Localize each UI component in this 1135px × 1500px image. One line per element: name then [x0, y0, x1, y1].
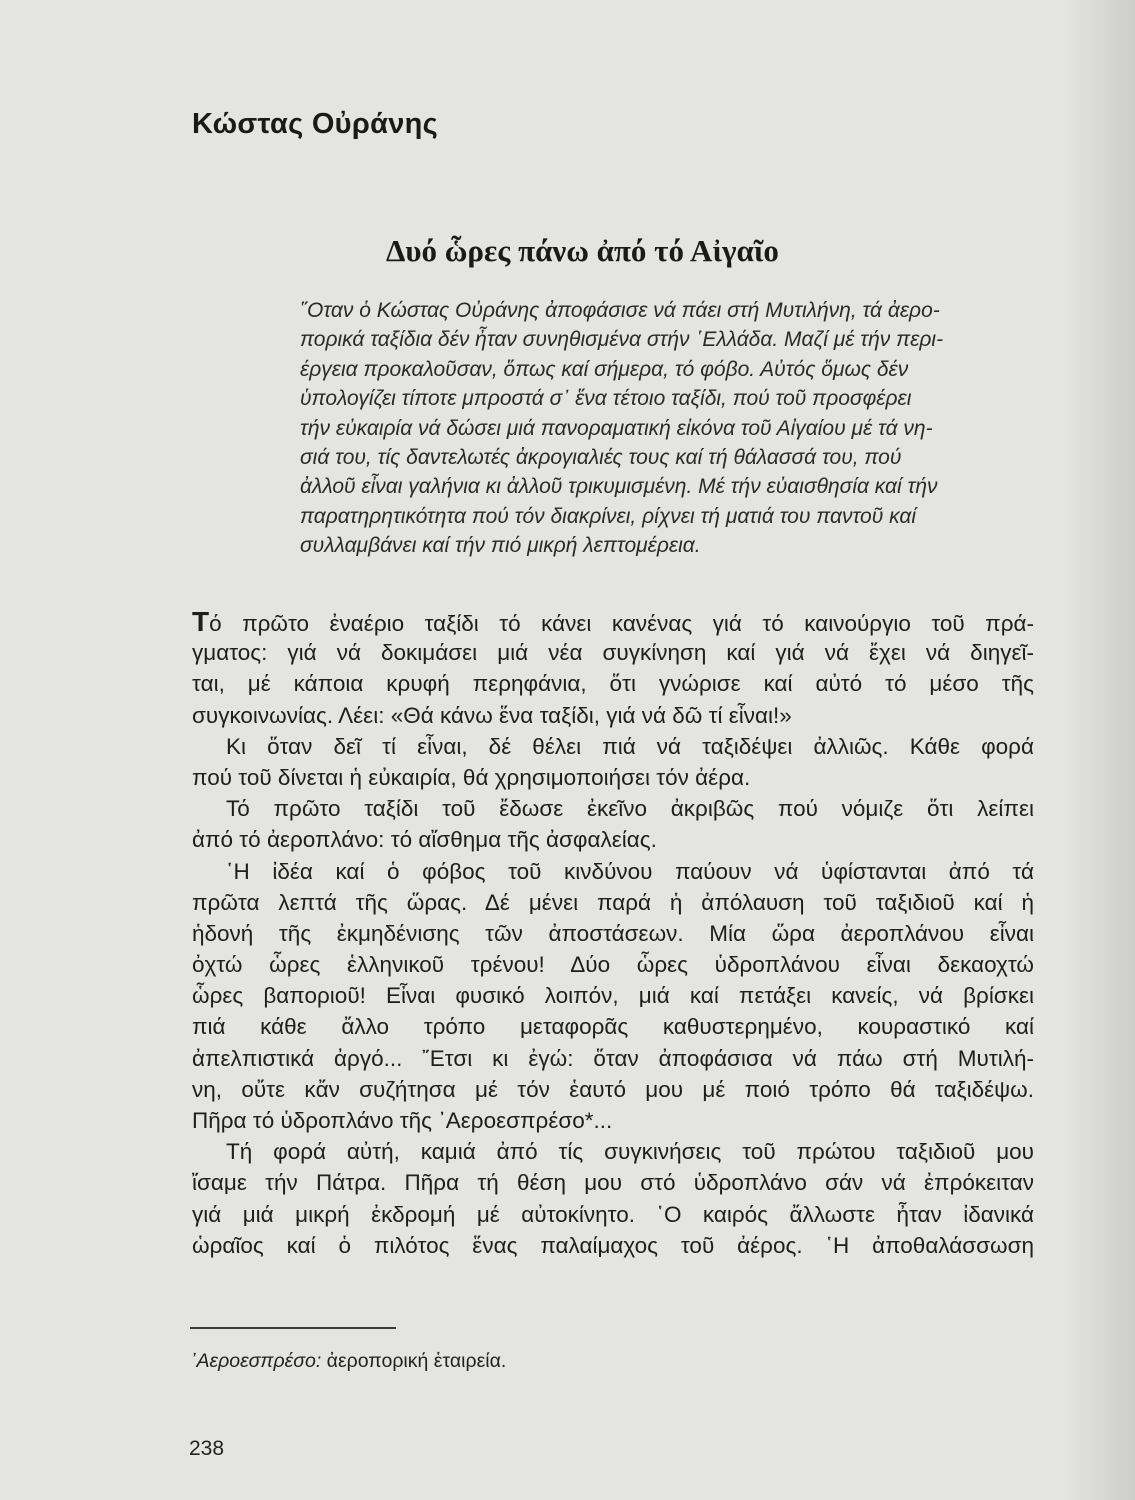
body-line: ἀπό τό ἀεροπλάνο: τό αἴσθημα τῆς ἀσφαλείας. [192, 827, 657, 853]
body-line: ται, μέ κάποια κρυφή περηφάνια, ὅτι γνώρισε καί αὐτό τό μέσο τῆς [192, 671, 1034, 697]
body-line: νη, οὔτε κἄν συζήτησα μέ τόν ἑαυτό μου μέ ποιό τρόπο θά ταξιδέψω. [192, 1076, 1034, 1102]
intro-line: σιά του, τίς δαντελωτές ἀκρογιαλιές τους καί τή θάλασσά του, πού [300, 445, 902, 469]
footnote-term: ᾿Αεροεσπρέσο: [190, 1350, 322, 1372]
author-name: Κώστας Οὐράνης [192, 108, 439, 140]
intro-line: ὑπολογίζει τίποτε μπροστά σ᾿ ἕνα τέτοιο ταξίδι, πού τοῦ προσφέρει [300, 387, 912, 411]
body-line: πρῶτα λεπτά τῆς ὥρας. Δέ μένει παρά ἡ ἀπόλαυση τοῦ ταξιδιοῦ καί ἡ [192, 889, 1034, 915]
page-edge-shadow [1065, 0, 1135, 1500]
body-line: συγκοινωνίας. Λέει: «Θά κάνω ἕνα ταξίδι, γιά νά δῶ τί εἶναι!» [192, 702, 792, 728]
body-line: ἀπελπιστικά ἀργό... ῎Ετσι κι ἐγώ: ὅταν ἀποφάσισα νά πάω στή Μυτιλή- [192, 1045, 1034, 1071]
intro-line: τήν εὐκαιρία νά δώσει μιά πανοραματική εἰκόνα τοῦ Αἰγαίου μέ τά νη- [300, 416, 933, 440]
body-line: Τή φορά αὐτή, καμιά ἀπό τίς συγκινήσεις τοῦ πρώτου ταξιδιοῦ μου [226, 1139, 1034, 1165]
intro-line: έργεια προκαλοῦσαν, ὅπως καί σήμερα, τό φόβο. Αὐτός ὅμως δέν [300, 357, 909, 381]
body-line: Κι ὅταν δεῖ τί εἶναι, δέ θέλει πιά νά ταξιδέψει ἀλλιῶς. Κάθε φορά [226, 733, 1034, 759]
body-line-first-text: ό πρῶτο ἐναέριο ταξίδι τό κάνει κανένας γιά τό καινούργιο τοῦ πρά- [209, 611, 1034, 636]
main-text [192, 606, 1034, 1261]
body-line: ὧρες βαποριοῦ! Εἶναι φυσικό λοιπόν, μιά καί πετάξει κανείς, νά βρίσκει [192, 983, 1034, 1009]
footnote-separator [190, 1327, 396, 1329]
body-line: Τό πρῶτο ταξίδι τοῦ ἔδωσε ἐκεῖνο ἀκριβῶς πού νόμιζε ὅτι λείπει [226, 796, 1034, 822]
intro-line: παρατηρητικότητα πού τόν διακρίνει, ρίχνει τή ματιά του παντοῦ καί [300, 504, 916, 528]
body-line: ἴσαμε τήν Πάτρα. Πῆρα τή θέση μου στό ὑδροπλάνο σάν νά ἐπρόκειταν [192, 1170, 1034, 1196]
body-line: ῾Η ἰδέα καί ὁ φόβος τοῦ κινδύνου παύουν νά ὑφίστανται ἀπό τά [226, 858, 1034, 884]
intro-line: ῞Οταν ὁ Κώστας Οὐράνης ἀποφάσισε νά πάει στή Μυτιλήνη, τά ἀερο- [300, 299, 940, 322]
body-line: πού τοῦ δίνεται ἡ εὐκαιρία, θά χρησιμοποιήσει τόν ἀέρα. [192, 764, 751, 790]
page-number: 238 [189, 1437, 225, 1460]
body-line: ἡδονή τῆς ἐκμηδένισης τῶν ἀποστάσεων. Μία ὥρα ἀεροπλάνου εἶναι [192, 920, 1034, 946]
body-line: γιά μιά μικρή ἐκδρομή μέ αὐτοκίνητο. ῾Ο καιρός ἄλλωστε ἦταν ἰδανικά [192, 1201, 1034, 1227]
body-line: γματος: γιά νά δοκιμάσει μιά νέα συγκίνηση καί γιά νά ἔχει νά διηγεῖ- [192, 640, 1034, 666]
intro-line: πορικά ταξίδια δέν ἦταν συνηθισμένα στήν ῾Ελλάδα. Μαζί μέ τήν περι- [300, 328, 944, 352]
footnote-definition: ἀεροπορική ἑταιρεία. [321, 1350, 507, 1372]
intro-line: ἀλλοῦ εἶναι γαλήνια κι ἀλλοῦ τρικυμισμένη. Μέ τήν εὐαισθησία καί τήν [300, 475, 938, 499]
body-line: ὡραῖος καί ὁ πιλότος ἕνας παλαίμαχος τοῦ ἀέρος. ῾Η ἀποθαλάσσωση [192, 1232, 1034, 1258]
drop-cap: Τ [192, 606, 210, 637]
body-line: ὀχτώ ὧρες ἑλληνικοῦ τρένου! Δύο ὧρες ὑδροπλάνου εἶναι δεκαοχτώ [192, 952, 1034, 978]
intro-paragraph [300, 296, 1036, 561]
intro-line: συλλαμβάνει καί τήν πιό μικρή λεπτομέρεια. [300, 534, 701, 558]
body-line: Πῆρα τό ὑδροπλάνο τῆς ᾿Αεροεσπρέσο*... [192, 1108, 613, 1133]
footnote [190, 1350, 506, 1373]
body-line-first [192, 606, 1034, 637]
chapter-title: Δυό ὧρες πάνω ἀπό τό Αἰγαῖο [386, 233, 779, 268]
body-line: πιά κάθε ἄλλο τρόπο μεταφορᾶς καθυστερημένο, κουραστικό καί [192, 1014, 1034, 1040]
